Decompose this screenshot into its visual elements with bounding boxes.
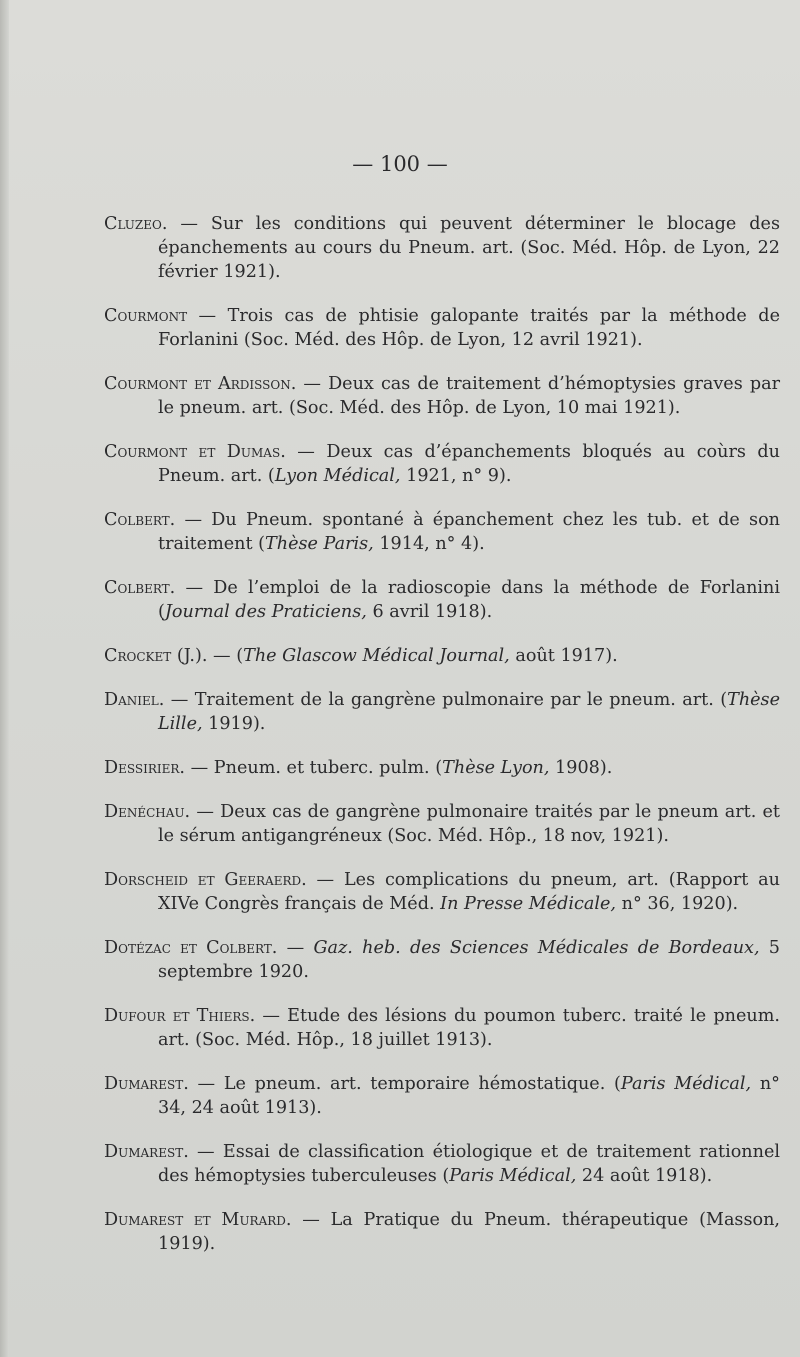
- entry-text: — Deux cas de gangrène pulmonaire traités par le pneum art. et le sérum antigangréneux (Soc. Méd. Hôp., 18 nov, 1921).: [158, 802, 780, 846]
- entry-tail: 24 août 1918).: [576, 1166, 713, 1186]
- bibliography-entry: [104, 868, 780, 916]
- entry-source: Lyon Médical,: [274, 466, 401, 486]
- entry-author: Dotézac et Colbert.: [104, 938, 278, 958]
- entry-tail: 1914, n° 4).: [373, 534, 485, 554]
- entry-author: Courmont et Ardisson.: [104, 374, 297, 394]
- entry-tail: 6 avril 1918).: [366, 602, 493, 622]
- entry-text: — Etude des lésions du poumon tuberc. traité le pneum. art. (Soc. Méd. Hôp., 18 juillet 1913).: [158, 1006, 780, 1050]
- entry-text: — Deux cas d’épanchements bloqués au coùrs du Pneum. art. (: [158, 442, 780, 486]
- entry-source: Thèse Paris,: [265, 534, 374, 554]
- entry-tail: n° 36, 1920).: [616, 894, 739, 914]
- entry-text: — Les complications du pneum, art. (Rapport au XIVe Congrès français de Méd.: [158, 870, 780, 914]
- bibliography-entry: [104, 304, 780, 352]
- entry-text: — Trois cas de phtisie galopante traités par la méthode de Forlanini (Soc. Méd. des Hôp. de Lyon, 12 avril 1921).: [158, 306, 780, 350]
- entry-text: — (: [207, 646, 244, 666]
- entry-source: Journal des Praticiens,: [164, 602, 367, 622]
- entry-author: Crocket (J.).: [104, 646, 208, 666]
- entry-author: Courmont et Dumas.: [104, 442, 286, 462]
- entry-author: Dufour et Thiers.: [104, 1006, 256, 1026]
- page-number: — 100 —: [352, 152, 448, 176]
- entry-text: — Deux cas de traitement d’hémoptysies graves par le pneum. art. (Soc. Méd. des Hôp. de Lyon, 10 mai 1921).: [158, 374, 780, 418]
- entry-source: In Presse Médicale,: [440, 894, 617, 914]
- bibliography-entry: [104, 440, 780, 488]
- entry-tail: 1921, n° 9).: [400, 466, 512, 486]
- entry-text: — Sur les conditions qui peuvent déterminer le blocage des épanchements au cours du Pneum. art. (Soc. Méd. Hôp. de Lyon, 22 février 1921).: [158, 214, 780, 282]
- entry-tail: 1919).: [202, 714, 266, 734]
- entry-author: Colbert.: [104, 578, 176, 598]
- entry-tail: n° 34, 24 août 1913).: [158, 1074, 780, 1118]
- bibliography-entry: [104, 1208, 780, 1256]
- bibliography-list: [104, 212, 780, 1276]
- entry-text: — Traitement de la gangrène pulmonaire par le pneum. art. (: [164, 690, 728, 710]
- bibliography-entry: [104, 644, 780, 668]
- bibliography-entry: [104, 372, 780, 420]
- entry-source: The Glascow Médical Journal,: [243, 646, 510, 666]
- entry-text: — Essai de classification étiologique et de traitement rationnel des hémoptysies tuberculeuses (: [158, 1142, 780, 1186]
- entry-author: Denéchau.: [104, 802, 191, 822]
- entry-author: Cluzeo.: [104, 214, 168, 234]
- bibliography-entry: [104, 688, 780, 736]
- entry-text: — De l’emploi de la radioscopie dans la méthode de Forlanini (: [158, 578, 780, 622]
- entry-author: Colbert.: [104, 510, 176, 530]
- entry-author: Dumarest.: [104, 1142, 189, 1162]
- entry-source: Thèse Lille,: [158, 690, 780, 734]
- entry-author: Dessirier.: [104, 758, 185, 778]
- entry-source: Gaz. heb. des Sciences Médicales de Bordeaux,: [313, 938, 760, 958]
- entry-tail: août 1917).: [509, 646, 618, 666]
- entry-source: Paris Médical,: [620, 1074, 752, 1094]
- entry-author: Daniel.: [104, 690, 165, 710]
- entry-text: — Du Pneum. spontané à épanchement chez les tub. et de son traitement (: [158, 510, 780, 554]
- entry-source: Paris Médical,: [449, 1166, 577, 1186]
- bibliography-entry: [104, 936, 780, 984]
- entry-source: Thèse Lyon,: [442, 758, 550, 778]
- entry-text: — Pneum. et tuberc. pulm. (: [185, 758, 443, 778]
- bibliography-entry: [104, 508, 780, 556]
- bibliography-entry: [104, 1004, 780, 1052]
- entry-author: Dumarest et Murard.: [104, 1210, 292, 1230]
- bibliography-entry: [104, 576, 780, 624]
- page-edge: [0, 0, 9, 1357]
- entry-tail: 5 septembre 1920.: [158, 938, 780, 982]
- entry-text: — La Pratique du Pneum. thérapeutique (Masson, 1919).: [158, 1210, 781, 1254]
- bibliography-entry: [104, 756, 780, 780]
- bibliography-entry: [104, 1140, 780, 1188]
- entry-author: Dumarest.: [104, 1074, 189, 1094]
- entry-author: Dorscheid et Geeraerd.: [104, 870, 307, 890]
- bibliography-entry: [104, 212, 780, 284]
- bibliography-entry: [104, 800, 780, 848]
- entry-text: —: [277, 938, 314, 958]
- entry-author: Courmont: [104, 306, 188, 326]
- bibliography-entry: [104, 1072, 780, 1120]
- entry-text: — Le pneum. art. temporaire hémostatique. (: [188, 1074, 621, 1094]
- entry-tail: 1908).: [549, 758, 613, 778]
